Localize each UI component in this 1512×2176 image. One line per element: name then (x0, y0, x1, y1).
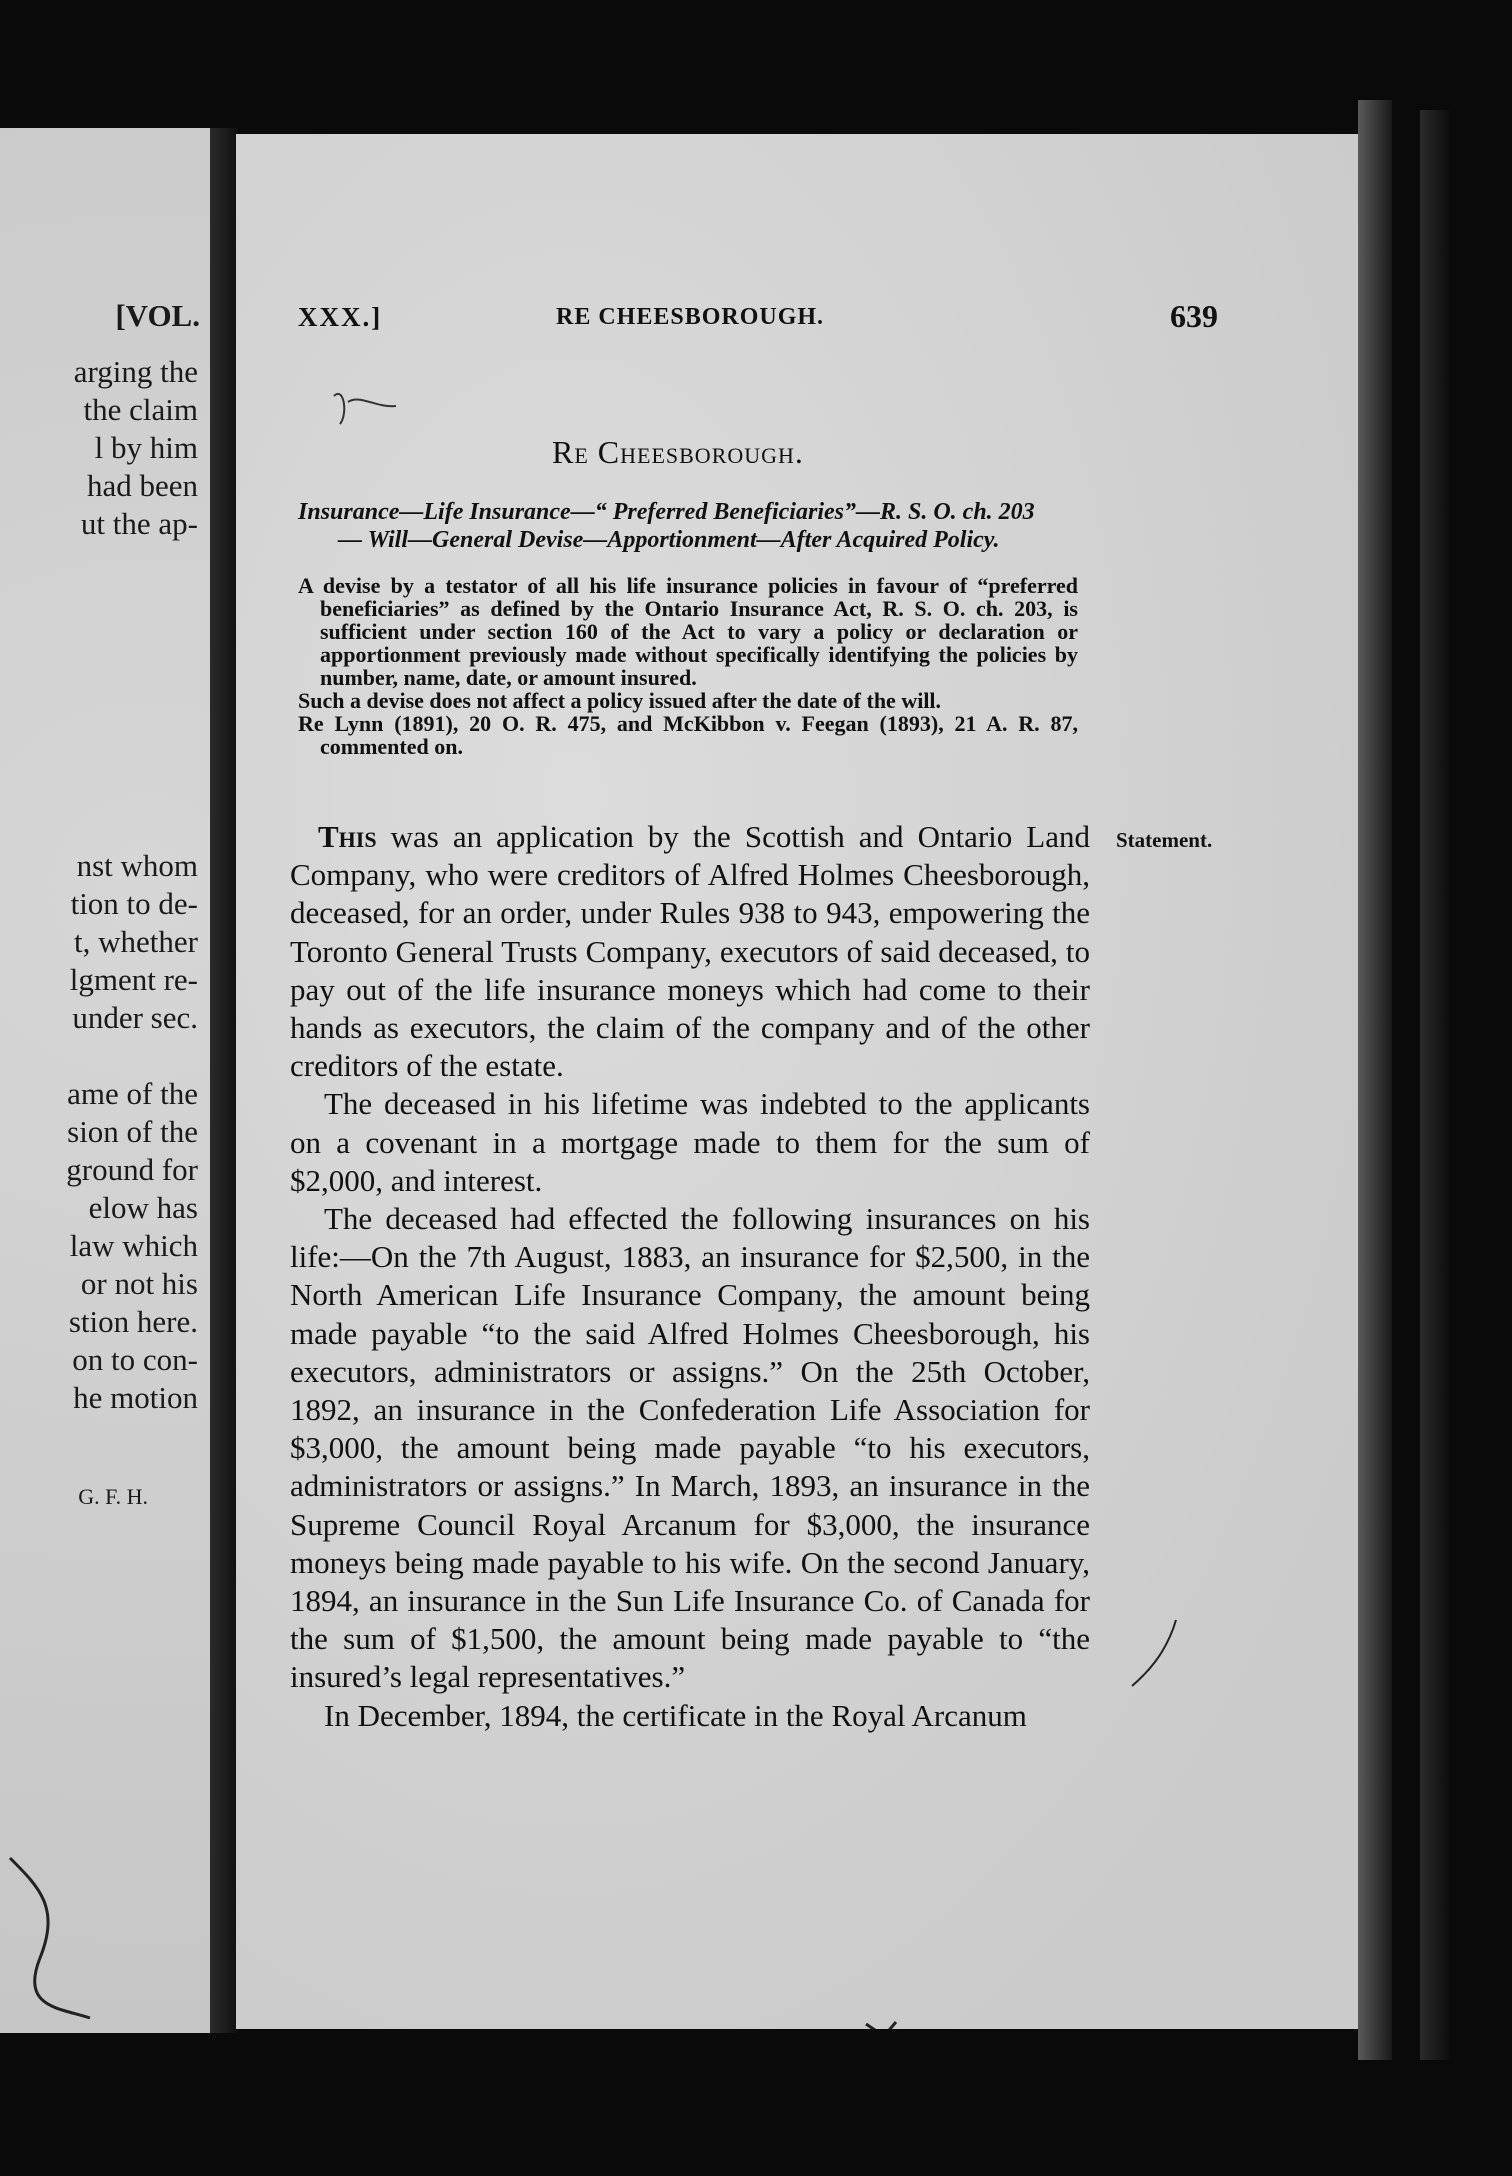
left-line: t, whether (74, 924, 198, 959)
case-title: Re Cheesborough. (552, 434, 804, 470)
body-paragraph (290, 818, 1090, 1085)
left-line: sion of the (67, 1114, 198, 1149)
left-line: on to con- (72, 1342, 198, 1377)
syllabus-paragraph: Re Lynn (1891), 20 O. R. 475, and McKibbon v. Feegan (1893), 21 A. R. 87, commented on. (298, 711, 1078, 759)
syllabus-paragraph: Such a devise does not affect a policy issued after the date of the will. (298, 688, 942, 713)
handwritten-mark (326, 384, 406, 434)
left-line: elow has (88, 1190, 198, 1225)
body-paragraph: In December, 1894, the certificate in the Royal Arcanum (324, 1697, 1027, 1733)
ink-smudge-mark (0, 1848, 110, 2028)
left-line: under sec. (72, 1000, 198, 1035)
left-line: law which (69, 1228, 198, 1263)
left-line: ut the ap- (80, 506, 198, 541)
headnote-line: — Will—General Devise—Apportionment—After Acquired Policy. (338, 527, 1000, 553)
main-page (236, 134, 1358, 2029)
left-line: tion to de- (70, 886, 198, 921)
left-line: or not his (80, 1266, 198, 1301)
body-paragraph: The deceased in his lifetime was indebted to the applicants on a covenant in a mortgage made to them for the sum of $2,000, and interest. (290, 1086, 1090, 1198)
syllabus (298, 574, 1078, 758)
side-note: Statement. (1116, 828, 1213, 852)
left-line: arging the (73, 354, 198, 389)
left-line: the claim (83, 392, 198, 427)
running-head-volume: XXX.] (298, 302, 383, 332)
headnote-line: Insurance—Life Insurance—“ Preferred Beneficiaries”—R. S. O. ch. 203 (298, 499, 1035, 525)
headnote (298, 498, 1078, 554)
ink-mark (856, 2014, 916, 2029)
page-edge (1358, 100, 1392, 2060)
first-word: This (318, 819, 377, 854)
left-signature: G. F. H. (78, 1484, 148, 1509)
left-line: stion here. (68, 1304, 198, 1339)
left-line: had been (86, 468, 198, 503)
paragraph-text: was an application by the Scottish and Ontario Land Company, who were creditors of Alfred Holmes Cheesborough, deceased, for an order, under Rules 938 to 943, empowering the Toronto General Trusts Company, executors of said deceased, to pay out of the life insurance moneys which had come to their hands as executors, the claim of the company and of the other creditors of the estate. (290, 819, 1090, 1084)
syllabus-paragraph: A devise by a testator of all his life insurance policies in favour of “preferred beneficiaries” as defined by the Ontario Insurance Act, R. S. O. ch. 203, is sufficient under section 160 of the Act to vary a policy or declaration or apportionment previously made without specifically identifying the policies by number, name, date, or amount insured. (298, 573, 1078, 690)
left-page-header: [VOL. (115, 298, 200, 333)
left-line: ground for (66, 1152, 198, 1187)
gutter-shadow (210, 128, 238, 2033)
left-line: he motion (73, 1380, 198, 1415)
left-line: lgment re- (69, 962, 198, 997)
body-paragraph: The deceased had effected the following insurances on his life:—On the 7th August, 1883, an insurance for $2,500, in the North American Life Insurance Company, the amount being made payable “to the said Alfred Holmes Cheesborough, his executors, administrators or assigns.” On the 25th October, 1892, an insurance in the Confederation Life Association for $3,000, the amount being made payable “to his executors, administrators or assigns.” In March, 1893, an insurance in the Supreme Council Royal Arcanum for $3,000, the insurance moneys being made payable to his wife. On the second January, 1894, an insurance in the Sun Life Insurance Co. of Canada for the sum of $1,500, the amount being made payable to “the insured’s legal representatives.” (290, 1201, 1090, 1695)
left-line: l by him (94, 430, 198, 465)
book-edge (1420, 110, 1450, 2060)
left-line: nst whom (76, 848, 198, 883)
pencil-mark (1126, 1614, 1196, 1694)
left-page-fragment (0, 128, 210, 2033)
running-head-title: RE CHEESBOROUGH. (556, 304, 825, 330)
page-number: 639 (1170, 298, 1218, 334)
body-text (290, 818, 1090, 1735)
left-line: ame of the (67, 1076, 198, 1111)
